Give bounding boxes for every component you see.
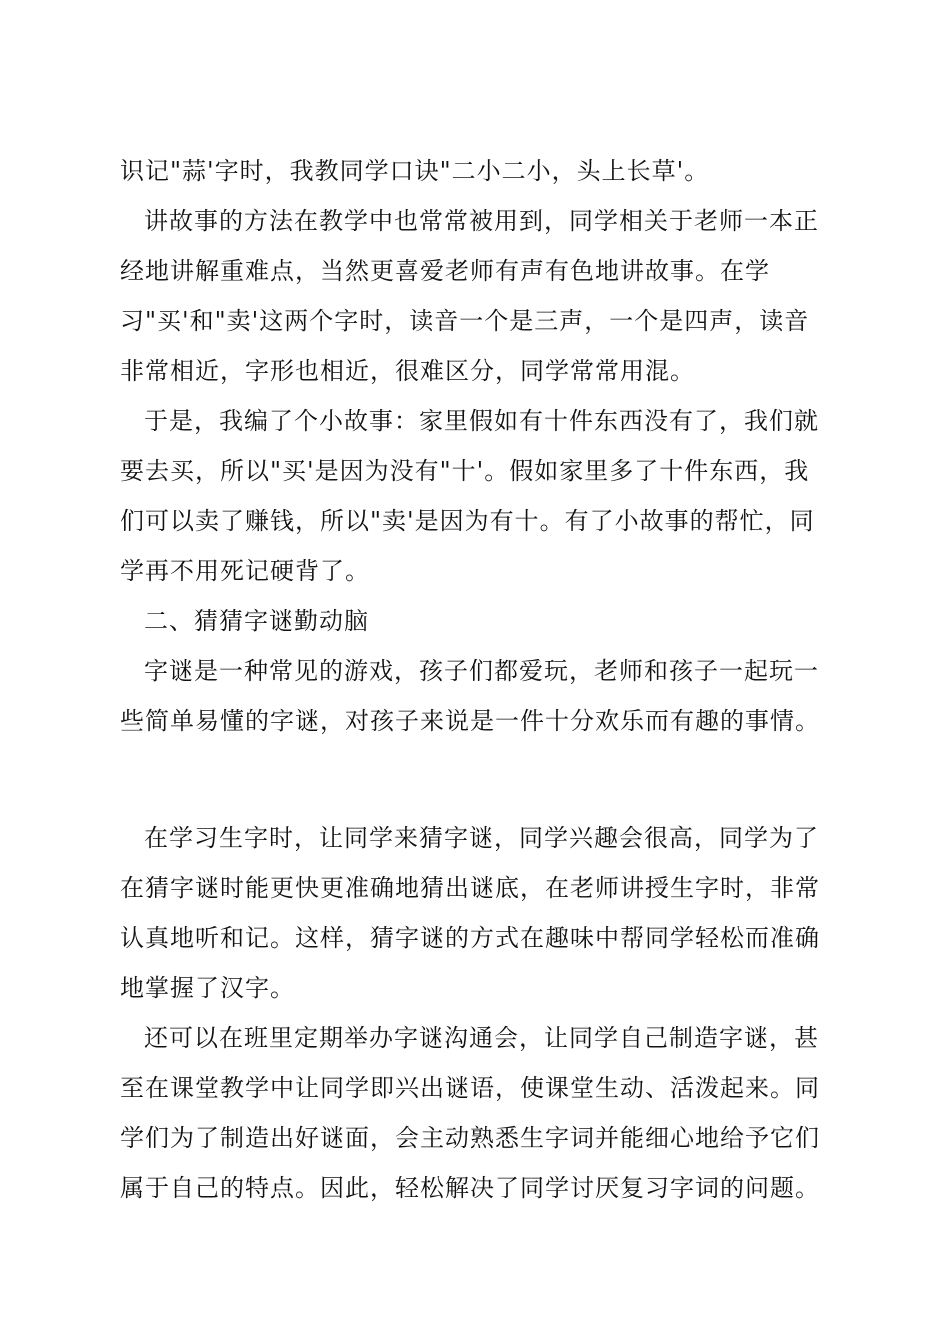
text-line: 识记"蒜'字时，我教同学口诀"二小二小，头上长草'。	[120, 157, 710, 185]
paragraph	[120, 813, 835, 1013]
text-line: 学们为了制造出好谜面，会主动熟悉生字词并能细心地给予它们	[120, 1124, 820, 1152]
text-line: 讲故事的方法在教学中也常常被用到，同学相关于老师一本正	[144, 207, 819, 235]
text-line: 非常相近，字形也相近，很难区分，同学常常用混。	[120, 357, 695, 385]
text-line: 学再不用死记硬背了。	[120, 557, 370, 585]
text-line: 字谜是一种常见的游戏，孩子们都爱玩，老师和孩子一起玩一	[144, 657, 819, 685]
text-line: 还可以在班里定期举办字谜沟通会，让同学自己制造字谜，甚	[144, 1024, 819, 1052]
text-line: 要去买，所以"买'是因为没有"十'。假如家里多了十件东西，我	[120, 457, 810, 485]
paragraph	[120, 396, 835, 596]
text-line: 们可以卖了赚钱，所以"卖'是因为有十。有了小故事的帮忙，同	[120, 507, 815, 535]
text-line: 于是，我编了个小故事：家里假如有十件东西没有了，我们就	[144, 407, 819, 435]
text-line: 至在课堂教学中让同学即兴出谜语，使课堂生动、活泼起来。同	[120, 1074, 820, 1102]
document-body	[120, 146, 835, 1213]
text-line: 在猜字谜时能更快更准确地猜出谜底，在老师讲授生字时，非常	[120, 874, 820, 902]
text-line: 属于自己的特点。因此，轻松解决了同学讨厌复习字词的问题。	[120, 1174, 820, 1202]
text-line: 在学习生字时，让同学来猜字谜，同学兴趣会很高，同学为了	[144, 824, 819, 852]
text-line: 经地讲解重难点，当然更喜爱老师有声有色地讲故事。在学	[120, 257, 770, 285]
paragraph	[120, 196, 835, 396]
paragraph	[120, 646, 835, 746]
text-line: 些简单易懂的字谜，对孩子来说是一件十分欢乐而有趣的事情。	[120, 707, 820, 735]
paragraph-gap	[120, 746, 835, 813]
text-line: 认真地听和记。这样，猜字谜的方式在趣味中帮同学轻松而准确	[120, 924, 820, 952]
paragraph	[120, 146, 835, 196]
section-heading	[120, 596, 835, 646]
text-line: 二、猜猜字谜勤动脑	[144, 607, 369, 635]
text-line: 地掌握了汉字。	[120, 974, 295, 1002]
paragraph	[120, 1013, 835, 1213]
text-line: 习"买'和"卖'这两个字时，读音一个是三声，一个是四声，读音	[120, 307, 810, 335]
